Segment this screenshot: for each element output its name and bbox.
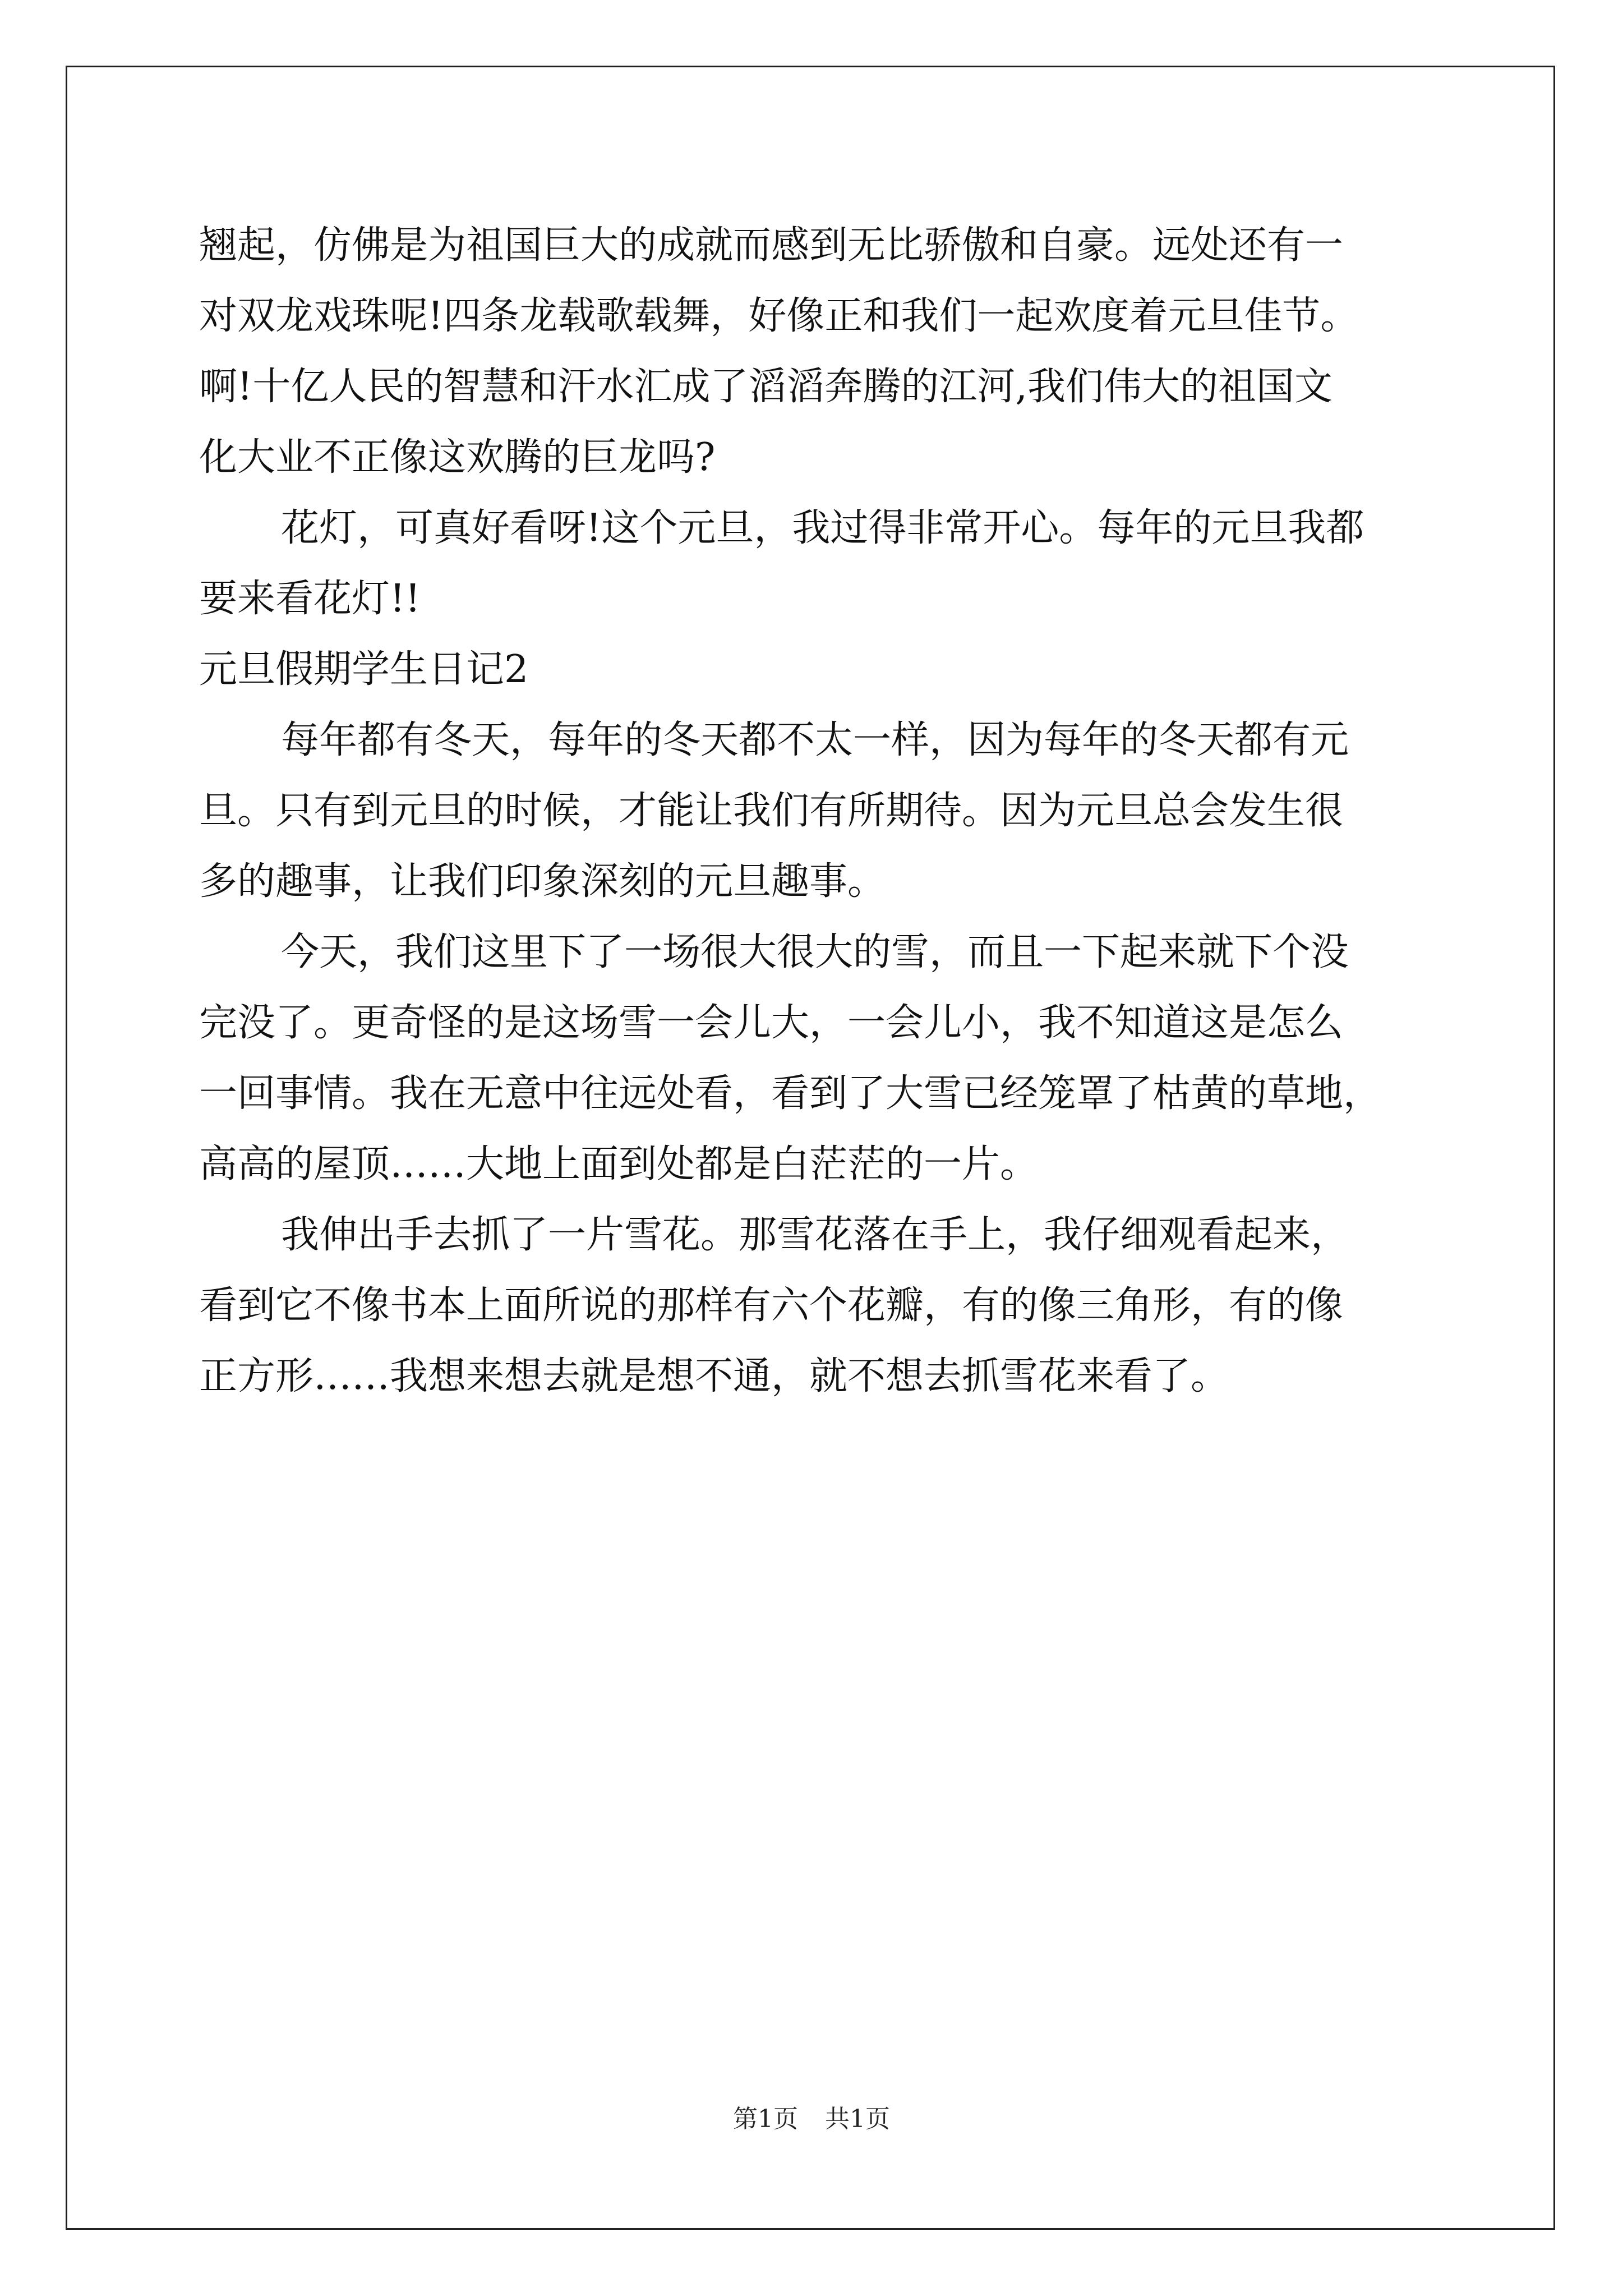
text-line: 正方形……我想来想去就是想不通，就不想去抓雪花来看了。 <box>199 1354 1229 1398</box>
page-number: 第1页 <box>733 2105 798 2133</box>
text-line: 化大业不正像这欢腾的巨龙吗? <box>199 435 716 480</box>
page-footer <box>0 2102 1623 2136</box>
page-total: 共1页 <box>825 2105 890 2133</box>
paragraph-first-line: 我伸出手去抓了一片雪花。那雪花落在手上，我仔细观看起来， <box>281 1213 1349 1257</box>
text-line: 看到它不像书本上面所说的那样有六个花瓣，有的像三角形，有的像 <box>199 1283 1344 1328</box>
paragraph-first-line: 花灯，可真好看呀!这个元旦，我过得非常开心。每年的元旦我都 <box>281 506 1364 550</box>
paragraph-first-line: 今天，我们这里下了一场很大很大的雪，而且一下起来就下个没 <box>281 930 1349 974</box>
text-line: 完没了。更奇怪的是这场雪一会儿大，一会儿小，我不知道这是怎么 <box>199 1001 1344 1045</box>
paragraph-first-line: 每年都有冬天，每年的冬天都不太一样，因为每年的冬天都有元 <box>281 718 1349 762</box>
document-body <box>199 210 1431 1412</box>
text-line: 旦。只有到元旦的时候，才能让我们有所期待。因为元旦总会发生很 <box>199 789 1344 833</box>
section-heading: 元旦假期学生日记2 <box>199 647 529 692</box>
text-line: 一回事情。我在无意中往远处看，看到了大雪已经笼罩了枯黄的草地， <box>199 1071 1382 1116</box>
text-line: 要来看花灯!! <box>199 577 421 621</box>
text-line: 翘起，仿佛是为祖国巨大的成就而感到无比骄傲和自豪。远处还有一 <box>199 223 1344 268</box>
text-line: 多的趣事，让我们印象深刻的元旦趣事。 <box>199 859 886 904</box>
text-line: 高高的屋顶……大地上面到处都是白茫茫的一片。 <box>199 1142 1039 1186</box>
text-line: 对双龙戏珠呢!四条龙载歌载舞，好像正和我们一起欢度着元旦佳节。 <box>199 294 1359 338</box>
text-line: 啊!十亿人民的智慧和汗水汇成了滔滔奔腾的江河,我们伟大的祖国文 <box>199 365 1332 409</box>
